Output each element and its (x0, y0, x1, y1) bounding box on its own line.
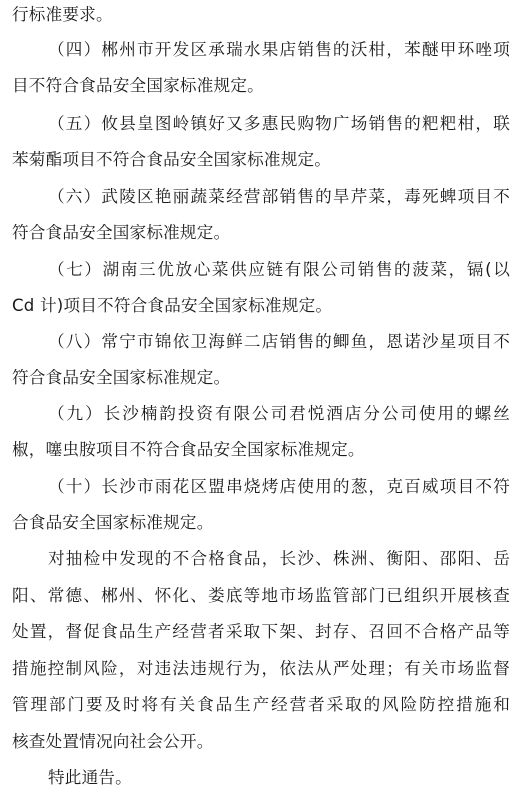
item-8-line-2: 符合食品安全国家标准规定。 (12, 368, 231, 387)
item-4-line-2: 目不符合食品安全国家标准规定。 (12, 76, 264, 95)
closing-paragraph-line-2: 阳、常德、郴州、怀化、娄底等地市场监管部门已组织开展核查 (12, 586, 510, 605)
notice-ending: 特此通告。 (48, 768, 132, 787)
item-5-line-2: 苯菊酯项目不符合食品安全国家标准规定。 (12, 150, 332, 169)
item-10-line-1: （十）长沙市雨花区盟串烧烤店使用的葱，克百威项目不符 (48, 477, 510, 496)
closing-paragraph-line-6: 核查处置情况向社会公开。 (12, 732, 214, 751)
closing-paragraph-line-3: 处置，督促食品生产经营者采取下架、封存、召回不合格产品等 (12, 622, 510, 641)
item-6-line-1: （六）武陵区艳丽蔬菜经营部销售的旱芹菜，毒死蜱项目不 (48, 187, 510, 206)
item-8-line-1: （八）常宁市锦依卫海鲜二店销售的鲫鱼，恩诺沙星项目不 (48, 332, 510, 351)
item-9-line-1: （九）长沙楠韵投资有限公司君悦酒店分公司使用的螺丝 (48, 404, 510, 423)
item-5-line-1: （五）攸县皇图岭镇好又多惠民购物广场销售的粑粑柑，联 (48, 114, 510, 133)
item-4-line-1: （四）郴州市开发区承瑞水果店销售的沃柑，苯醚甲环唑项 (48, 40, 510, 59)
item-10-line-2: 合食品安全国家标准规定。 (12, 513, 214, 532)
item-6-line-2: 符合食品安全国家标准规定。 (12, 223, 231, 242)
paragraph-line: 行标准要求。 (12, 5, 113, 24)
item-9-line-2: 椒，噻虫胺项目不符合食品安全国家标准规定。 (12, 440, 365, 459)
item-7-line-2: Cd 计)项目不符合食品安全国家标准规定。 (12, 296, 333, 315)
item-7-line-1: （七）湖南三优放心菜供应链有限公司销售的菠菜，镉(以 (48, 260, 510, 279)
closing-paragraph-line-5: 管理部门要及时将有关食品生产经营者采取的风险防控措施和 (12, 695, 510, 714)
closing-paragraph-line-1: 对抽检中发现的不合格食品，长沙、株洲、衡阳、邵阳、岳 (48, 549, 510, 568)
closing-paragraph-line-4: 措施控制风险，对违法违规行为，依法从严处理；有关市场监督 (12, 659, 510, 678)
